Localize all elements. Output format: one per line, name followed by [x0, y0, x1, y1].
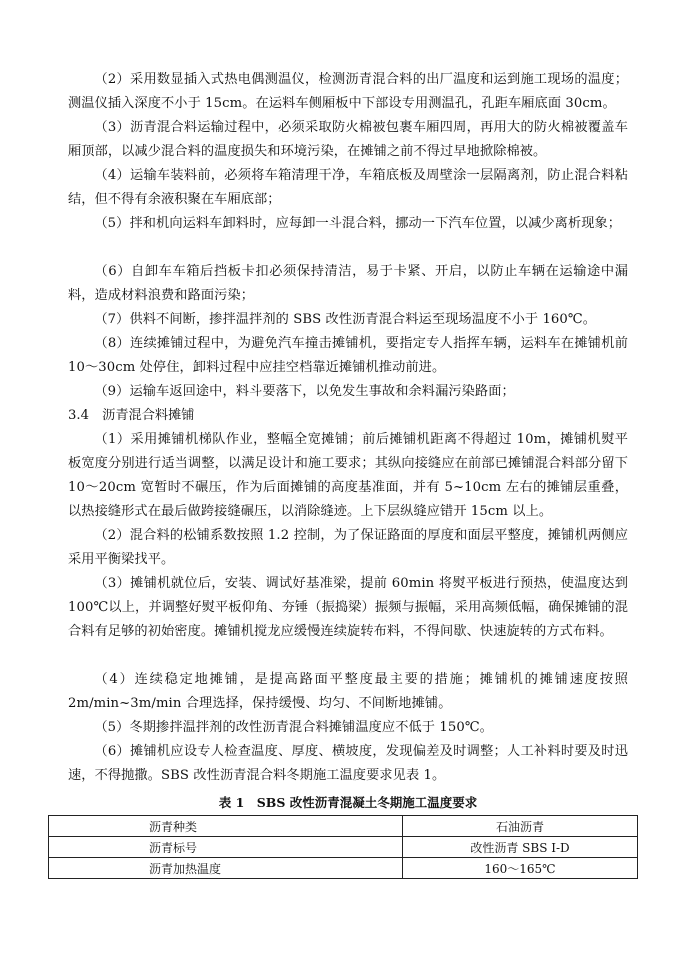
table-cell-label: 沥青加热温度	[49, 858, 403, 879]
paragraph-7-supply-temperature: （7）供料不间断，掺拌温拌剂的 SBS 改性沥青混合料运至现场温度不小于 160℃。	[94, 312, 597, 327]
table-row	[49, 816, 638, 837]
paragraph-9-return-trip: （9）运输车返回途中，料斗要落下，以免发生事故和余料漏污染路面；	[94, 384, 515, 399]
paragraph-3-screed-preheat: （3）摊铺机就位后，安装、调试好基准梁，提前 60min 将熨平板进行预热，使温度达到 100℃以上，并调整好熨平板仰角、夯锤（振捣梁）振频与振幅，采用高频低幅，确保摊铺的混合料有足够的初始密度。摊铺机搅龙应缓慢连续旋转布料，不得间歇、快速旋转的方式布料。	[68, 576, 628, 639]
paragraph-1-paver-echelon: （1）采用摊铺机梯队作业，整幅全宽摊铺；前后摊铺机距离不得超过 10m，摊铺机熨平板宽度分别进行适当调整，以满足设计和施工要求；其纵向接缝应在前部已摊铺混合料部分留下 10～20cm 宽暂时不碾压，作为后面摊铺的高度基准面，并有 5~10cm 左右的摊铺层重叠，以热接缝形式在最后做跨接缝碾压，以消除缝迹。上下层纵缝应错开 15cm 以上。	[68, 432, 628, 519]
paragraph-4-truck-cleaning: （4）运输车装料前，必须将车箱清理干净，车箱底板及周壁涂一层隔离剂，防止混合料粘结，但不得有余液积聚在车厢底部；	[68, 168, 628, 207]
table-row	[49, 858, 638, 879]
temperature-requirements-table	[48, 815, 638, 879]
table-caption: 表 1 SBS 改性沥青混凝土冬期施工温度要求	[218, 795, 478, 810]
paragraph-5-unloading: （5）拌和机向运料车卸料时，应每卸一斗混合料，挪动一下汽车位置，以减少离析现象；	[94, 216, 622, 231]
paragraph-2-temperature-measurement: （2）采用数显插入式热电偶测温仪，检测沥青混合料的出厂温度和运到施工现场的温度；测温仪插入深度不小于 15cm。在运料车侧厢板中下部设专用测温孔，孔距车厢底面 30cm。	[68, 72, 628, 111]
paragraph-6-inspection: （6）摊铺机应设专人检查温度、厚度、横坡度，发现偏差及时调整；人工补料时要及时迅速，不得抛撒。SBS 改性沥青混合料冬期施工温度要求见表 1。	[68, 744, 628, 783]
table-cell-value: 160～165℃	[403, 858, 638, 879]
section-heading: 3.4 沥青混合料摊铺	[68, 408, 195, 423]
paragraph-5-paving-temperature: （5）冬期掺拌温拌剂的改性沥青混合料摊铺温度应不低于 150℃。	[94, 720, 493, 735]
table-cell-value: 改性沥青 SBS I-D	[403, 837, 638, 858]
paragraph-2-loose-coefficient: （2）混合料的松铺系数按照 1.2 控制，为了保证路面的厚度和面层平整度，摊铺机两侧应采用平衡梁找平。	[68, 528, 628, 567]
paragraph-3-insulation-cover: （3）沥青混合料运输过程中，必须采取防火棉被包裹车厢四周，再用大的防火棉被覆盖车厢顶部，以减少混合料的温度损失和环境污染，在摊铺之前不得过早地掀除棉被。	[68, 120, 628, 159]
table-row	[49, 837, 638, 858]
paragraph-4-paving-speed: （4）连续稳定地摊铺，是提高路面平整度最主要的措施；摊铺机的摊铺速度按照 2m/min~3m/min 合理选择，保持缓慢、均匀、不间断地摊铺。	[68, 672, 628, 711]
paragraph-8-continuous-paving: （8）连续摊铺过程中，为避免汽车撞击摊铺机，要指定专人指挥车辆，运料车在摊铺机前 10～30cm 处停住，卸料过程中应挂空档靠近摊铺机推动前进。	[68, 336, 628, 375]
table-cell-label: 沥青标号	[49, 837, 403, 858]
table-cell-value: 石油沥青	[403, 816, 638, 837]
table-cell-label: 沥青种类	[49, 816, 403, 837]
paragraph-6-tailgate: （6）自卸车车箱后挡板卡扣必须保持清洁，易于卡紧、开启，以防止车辆在运输途中漏料，造成材料浪费和路面污染；	[68, 264, 628, 303]
